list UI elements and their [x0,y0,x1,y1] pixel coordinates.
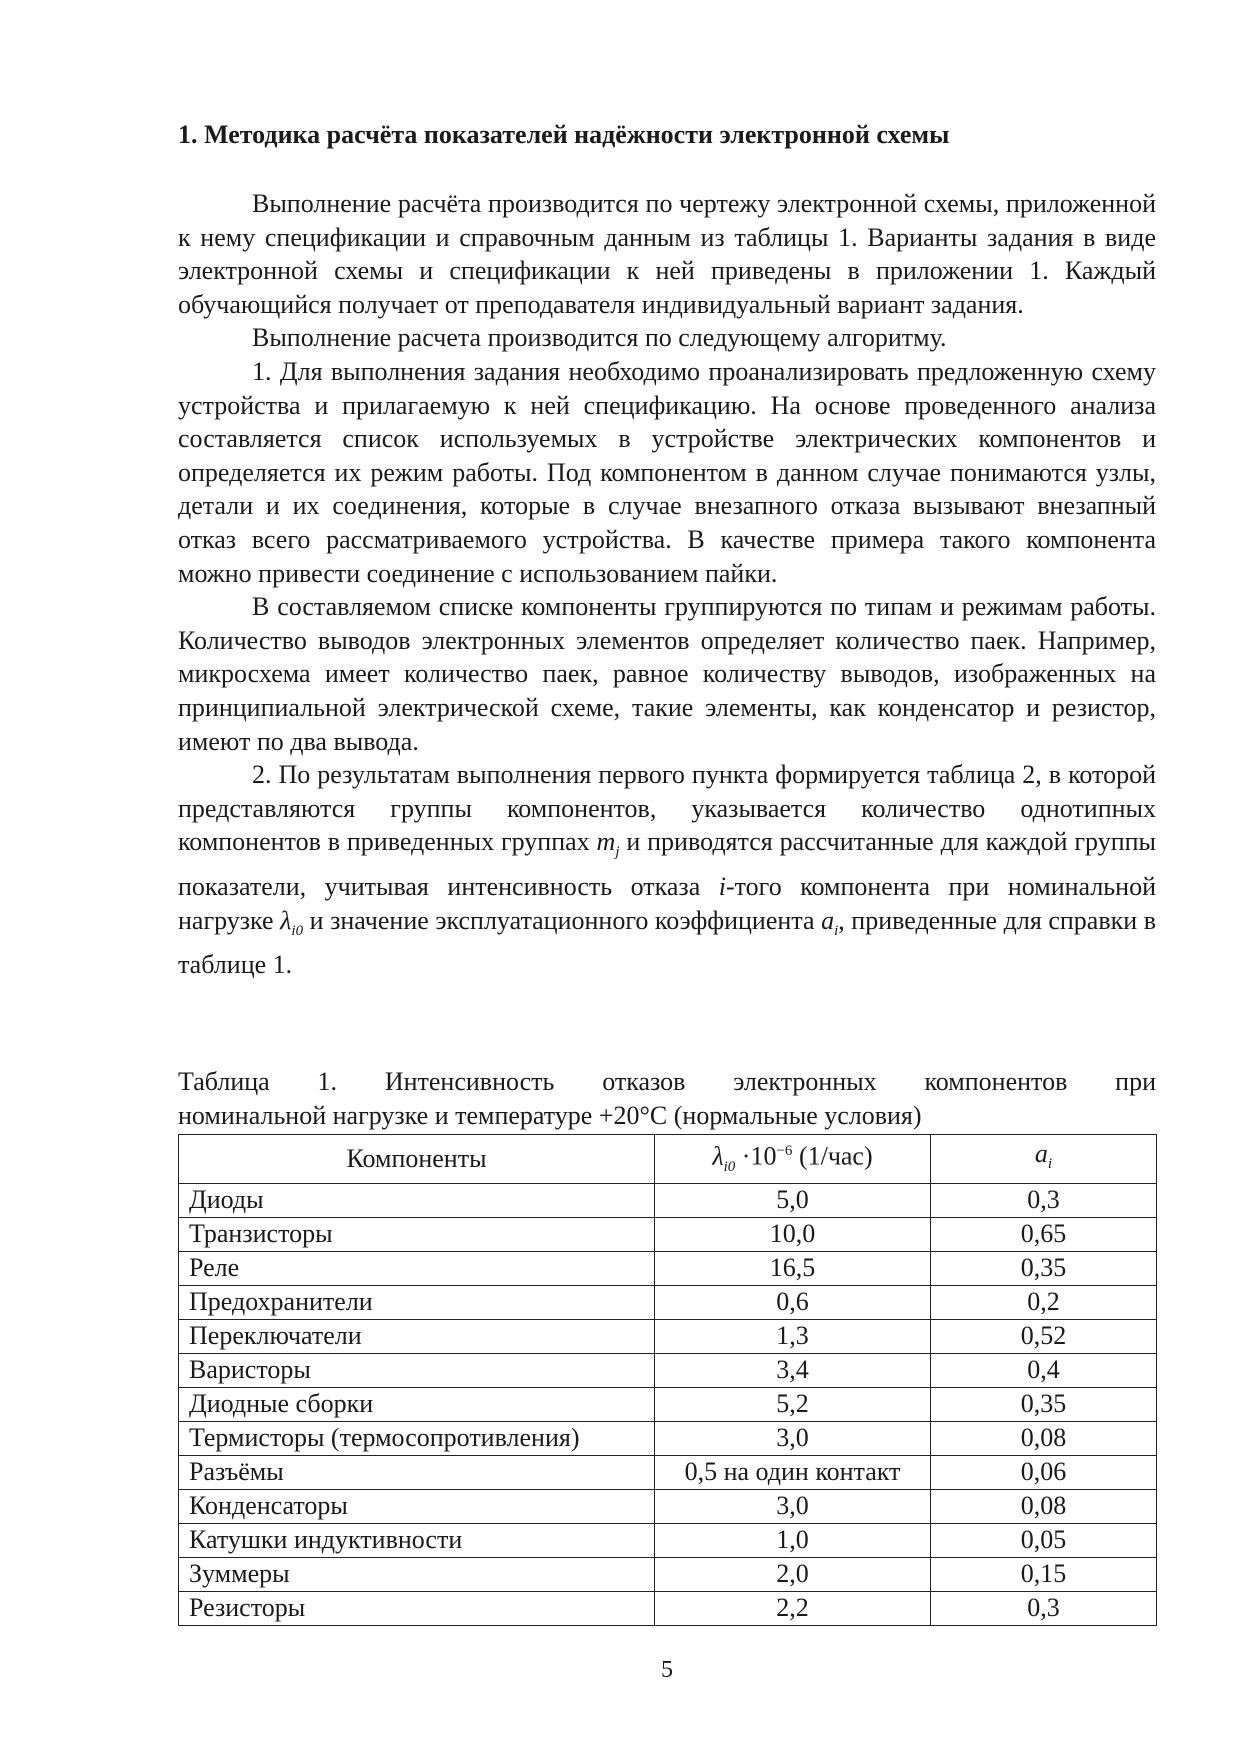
table-row [179,1387,1157,1421]
table-row [179,1489,1157,1523]
a-value: 0,08 [931,1421,1157,1455]
a-value: 0,15 [931,1557,1157,1591]
a-subscript: i [1047,1156,1053,1173]
table-row [179,1523,1157,1557]
component-name: Катушки индуктивности [179,1523,655,1557]
table-row [179,1285,1157,1319]
page-number: 5 [661,1657,673,1683]
lambda-value: 16,5 [655,1251,931,1285]
failure-rate-table [178,1134,1157,1626]
section-heading: 1. Методика расчёта показателей надёжности электронной схемы [178,120,950,149]
paragraph-text: и приводятся рассчитанные для каждой группы показатели, учитывая интенсивность отказа [178,827,1156,902]
table-row [179,1251,1157,1285]
math-subscript: i [834,922,839,939]
math-lambda: λ [280,905,292,935]
multiplier: ·10 [735,1141,777,1171]
component-name: Диоды [179,1183,655,1217]
header-components: Компоненты [179,1135,655,1184]
lambda-value: 5,0 [655,1183,931,1217]
lambda-value: 5,2 [655,1387,931,1421]
a-value: 0,3 [931,1183,1157,1217]
component-name: Реле [179,1251,655,1285]
a-value: 0,65 [931,1217,1157,1251]
table-row [179,1557,1157,1591]
table-row [179,1455,1157,1489]
component-name: Транзисторы [179,1217,655,1251]
body-text [178,187,1156,982]
a-symbol: a [1034,1138,1048,1168]
header-a [931,1135,1157,1184]
component-name: Варисторы [179,1353,655,1387]
a-value: 0,06 [931,1455,1157,1489]
exponent: −6 [776,1143,793,1159]
table-header-row [179,1135,1157,1184]
paragraph: Выполнение расчёта производится по чертежу электронной схемы, приложенной к нему спецификации и справочным данным из таблицы 1. Варианты задания в виде электронной схемы и спецификации к ней приведены в приложении 1. Каждый обучающийся получает от преподавателя индивидуальный вариант задания. [178,189,1156,319]
table-row [179,1591,1157,1625]
component-name: Конденсаторы [179,1489,655,1523]
component-name: Зуммеры [179,1557,655,1591]
component-name: Резисторы [179,1591,655,1625]
paragraph-text: и значение эксплуатационного коэффициента [303,905,822,935]
lambda-symbol: λ [712,1141,724,1171]
paragraph [178,758,1156,982]
lambda-value: 2,0 [655,1557,931,1591]
component-name: Переключатели [179,1319,655,1353]
table-row [179,1353,1157,1387]
paragraph-text: -того компонента при номинальной нагрузке [178,872,1156,935]
table-row [179,1217,1157,1251]
math-m: m [596,827,616,857]
a-value: 0,08 [931,1489,1157,1523]
table-row [179,1319,1157,1353]
table-row [179,1421,1157,1455]
component-name: Термисторы (термосопротивления) [179,1421,655,1455]
math-i: i [718,872,726,902]
paragraph: Выполнение расчета производится по следующему алгоритму. [252,323,947,353]
a-value: 0,05 [931,1523,1157,1557]
paragraph: 1. Для выполнения задания необходимо проанализировать предложенную схему устройства и прилагаемую к ней спецификацию. На основе проведенного анализа составляется список используемых в устройстве электрических компонентов и определяется их режим работы. Под компонентом в данном случае понимаются узлы, детали и их соединения, которые в случае внезапного отказа вызывают внезапный отказ всего рассматриваемого устройства. В качестве примера такого компонента можно привести соединение с использованием пайки. [178,356,1156,588]
a-value: 0,2 [931,1285,1157,1319]
a-value: 0,52 [931,1319,1157,1353]
paragraph-text: 2. По результатам выполнения первого пункта формируется таблица 2, в которой представляются группы компонентов, указывается количество однотипных компонентов в приведенных группах [178,760,1156,857]
lambda-value: 0,6 [655,1285,931,1319]
table-row [179,1183,1157,1217]
lambda-value: 1,0 [655,1523,931,1557]
lambda-value: 2,2 [655,1591,931,1625]
lambda-value: 0,5 на один контакт [655,1455,931,1489]
unit: (1/час) [792,1141,873,1171]
table-caption-line2: номинальной нагрузке и температуре +20°С (нормальные условия) [178,1101,922,1130]
math-a: a [821,905,835,935]
component-name: Разъёмы [179,1455,655,1489]
lambda-value: 3,0 [655,1489,931,1523]
component-name: Диодные сборки [179,1387,655,1421]
math-subscript: i0 [291,922,304,939]
a-value: 0,3 [931,1591,1157,1625]
paragraph: В составляемом списке компоненты группируются по типам и режимам работы. Количество выводов электронных элементов определяет количество паек. Например, микросхема имеет количество паек, равное количеству выводов, изображенных на принципиальной электрической схеме, такие элементы, как конденсатор и резистор, имеют по два вывода. [178,592,1156,756]
lambda-value: 3,4 [655,1353,931,1387]
lambda-subscript: i0 [723,1158,736,1175]
a-value: 0,35 [931,1387,1157,1421]
paragraph-text: , приведенные для справки в таблице 1. [178,905,1156,980]
lambda-value: 3,0 [655,1421,931,1455]
math-subscript: j [615,844,620,861]
a-value: 0,4 [931,1353,1157,1387]
lambda-value: 10,0 [655,1217,931,1251]
lambda-value: 1,3 [655,1319,931,1353]
table-caption: Таблица 1. Интенсивность отказов электронных компонентов при [178,1067,1156,1096]
component-name: Предохранители [179,1285,655,1319]
a-value: 0,35 [931,1251,1157,1285]
header-lambda [655,1135,931,1184]
